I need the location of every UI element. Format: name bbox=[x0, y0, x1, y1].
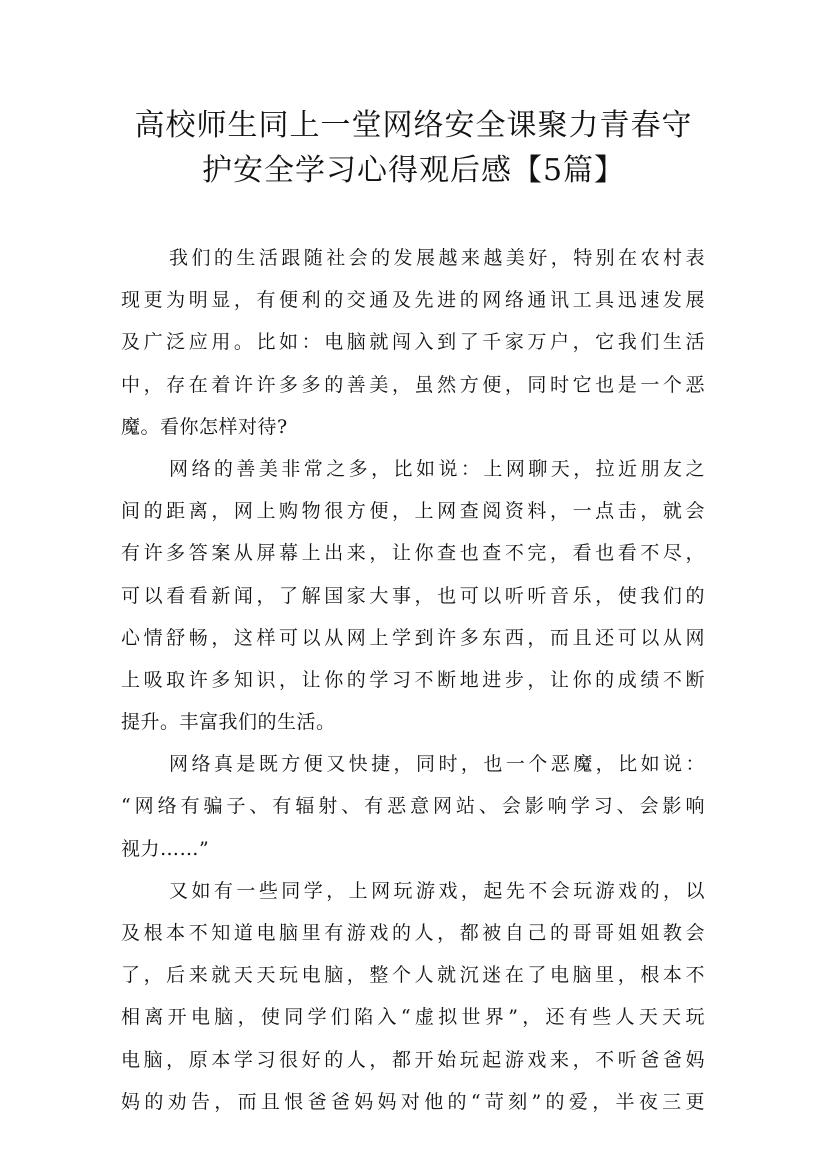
body-line-18: 了，后来就天天玩电脑，整个人就沉迷在了电脑里，根本不 bbox=[121, 964, 705, 987]
body-line-7: 间的距离，网上购物很方便，上网查阅资料，一点击，就会 bbox=[121, 500, 705, 523]
body-line-5: 魔。看你怎样对待? bbox=[121, 415, 288, 438]
body-line-20: 电脑，原本学习很好的人，都开始玩起游戏来，不听爸爸妈 bbox=[121, 1048, 705, 1071]
body-line-13: 网络真是既方便又快捷，同时，也一个恶魔，比如说： bbox=[169, 753, 705, 776]
body-line-12: 提升。丰富我们的生活。 bbox=[121, 711, 336, 734]
body-line-15: 视力……” bbox=[121, 837, 210, 860]
body-line-9: 可以看看新闻，了解国家大事，也可以听听音乐，使我们的 bbox=[121, 584, 705, 607]
document-body bbox=[121, 237, 705, 1123]
body-line-11: 上吸取许多知识，让你的学习不断地进步，让你的成绩不断 bbox=[121, 668, 705, 691]
document-title-line-2: 护安全学习心得观后感【5篇】 bbox=[201, 153, 626, 188]
body-line-14: “网络有骗子、有辐射、有恶意网站、会影响学习、会影响 bbox=[121, 795, 705, 818]
body-line-21: 妈的劝告，而且恨爸爸妈妈对他的“苛刻”的爱，半夜三更 bbox=[121, 1090, 705, 1113]
document-title-line-1: 高校师生同上一堂网络安全课聚力青春守 bbox=[134, 108, 693, 143]
body-line-19: 相离开电脑，使同学们陷入“虚拟世界”，还有些人天天玩 bbox=[121, 1006, 705, 1029]
body-line-2: 现更为明显，有便利的交通及先进的网络通讯工具迅速发展 bbox=[121, 289, 705, 312]
body-line-16: 又如有一些同学，上网玩游戏，起先不会玩游戏的，以 bbox=[169, 879, 705, 902]
body-line-3: 及广泛应用。比如：电脑就闯入到了千家万户，它我们生活 bbox=[121, 331, 705, 354]
body-line-8: 有许多答案从屏幕上出来，让你查也查不完，看也看不尽， bbox=[121, 542, 705, 565]
body-line-1: 我们的生活跟随社会的发展越来越美好，特别在农村表 bbox=[169, 247, 705, 269]
body-line-4: 中，存在着许许多多的善美，虽然方便，同时它也是一个恶 bbox=[121, 373, 705, 396]
body-line-10: 心情舒畅，这样可以从网上学到许多东西，而且还可以从网 bbox=[121, 626, 705, 649]
body-line-17: 及根本不知道电脑里有游戏的人，都被自己的哥哥姐姐教会 bbox=[121, 922, 705, 944]
body-line-6: 网络的善美非常之多，比如说：上网聊天，拉近朋友之 bbox=[169, 457, 705, 480]
